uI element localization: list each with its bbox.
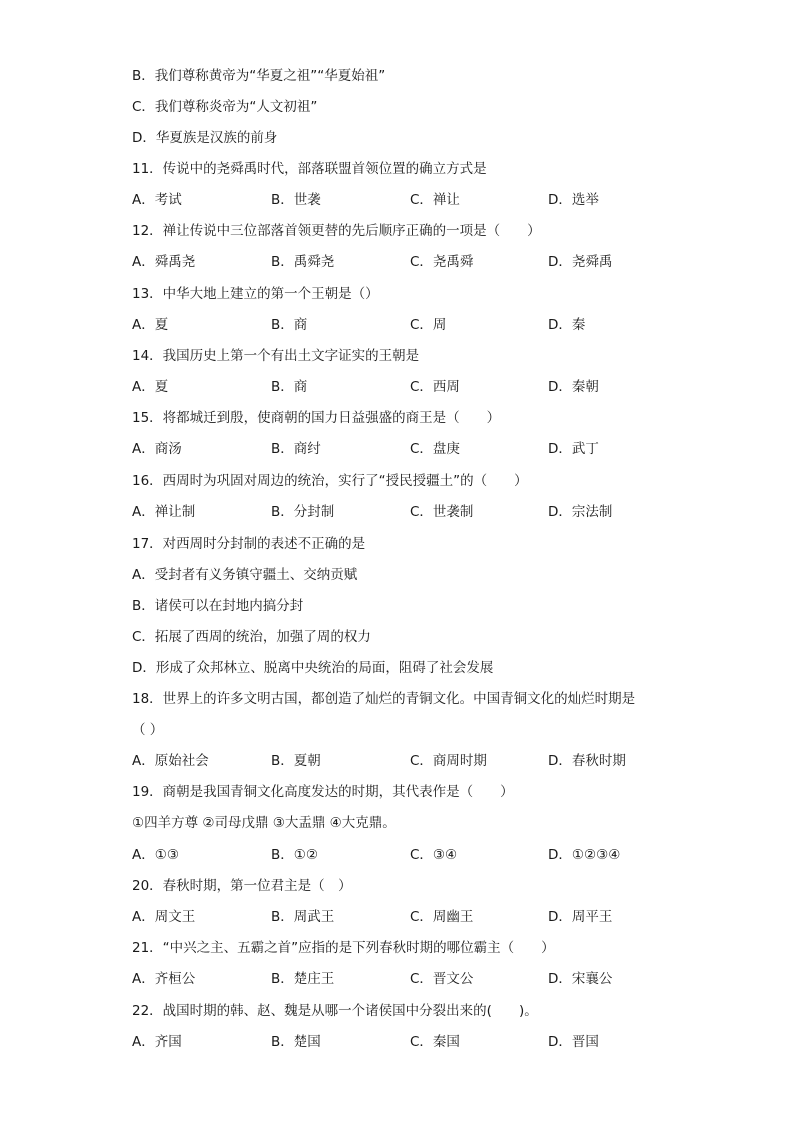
question-22: 22．战国时期的韩、赵、魏是从哪一个诸侯国中分裂出来的( )。 — [132, 1003, 538, 1019]
question-14: 14．我国历史上第一个有出土文字证实的王朝是 — [132, 348, 420, 364]
question-15: 15．将都城迁到殷，使商朝的国力日益强盛的商王是（ ） — [132, 410, 501, 426]
option-c: C．拓展了西周的统治，加强了周的权力 — [132, 629, 371, 645]
question-21: 21．“中兴之主、五霸之首”应指的是下列春秋时期的哪位霸主（ ） — [132, 940, 555, 956]
option-b: B．商 — [271, 379, 308, 395]
option-d-prev: D．华夏族是汉族的前身 — [132, 130, 278, 146]
option-b: B．①② — [271, 847, 318, 863]
option-b: B．商纣 — [271, 441, 321, 457]
options-22 — [0, 1033, 660, 1051]
option-d: D．①②③④ — [548, 847, 621, 863]
option-b: B．诸侯可以在封地内搞分封 — [132, 598, 304, 614]
options-19 — [0, 846, 660, 864]
option-a: A．周文王 — [132, 909, 196, 925]
question-18: 18．世界上的许多文明古国，都创造了灿烂的青铜文化。中国青铜文化的灿烂时期是 — [132, 691, 636, 707]
question-20: 20．春秋时期，第一位君主是（ ） — [132, 878, 352, 894]
option-d: D．秦 — [548, 317, 586, 333]
options-16 — [0, 503, 660, 521]
option-b: B．禹舜尧 — [271, 254, 335, 270]
options-18 — [0, 752, 660, 770]
option-b: B．夏朝 — [271, 753, 321, 769]
options-20 — [0, 908, 660, 926]
option-c-prev: C．我们尊称炎帝为“人文初祖” — [132, 99, 318, 115]
option-b: B．楚庄王 — [271, 971, 335, 987]
option-d: D．形成了众邦林立、脱离中央统治的局面，阻碍了社会发展 — [132, 660, 494, 676]
option-a: A．齐国 — [132, 1034, 182, 1050]
question-13: 13．中华大地上建立的第一个王朝是（） — [132, 286, 379, 302]
option-c: C．秦国 — [410, 1034, 460, 1050]
option-c: C．周 — [410, 317, 447, 333]
question-16: 16．西周时为巩固对周边的统治，实行了“授民授疆土”的（ ） — [132, 473, 528, 489]
options-14 — [0, 378, 660, 396]
question-19-items: ①四羊方尊 ②司母戊鼎 ③大盂鼎 ④大克鼎。 — [132, 815, 396, 831]
option-d: D．武丁 — [548, 441, 599, 457]
question-12: 12．禅让传说中三位部落首领更替的先后顺序正确的一项是（ ） — [132, 223, 541, 239]
options-12 — [0, 253, 660, 271]
option-c: C．世袭制 — [410, 504, 474, 520]
option-c: C．西周 — [410, 379, 460, 395]
option-d: D．尧舜禹 — [548, 254, 613, 270]
option-a: A．受封者有义务镇守疆土、交纳贡赋 — [132, 567, 358, 583]
option-d: D．选举 — [548, 192, 599, 208]
options-11 — [0, 191, 660, 209]
options-21 — [0, 970, 660, 988]
option-c: C．尧禹舜 — [410, 254, 474, 270]
option-c: C．③④ — [410, 847, 458, 863]
option-d: D．宋襄公 — [548, 971, 613, 987]
option-a: A．齐桓公 — [132, 971, 196, 987]
option-b: B．楚国 — [271, 1034, 321, 1050]
option-a: A．①③ — [132, 847, 179, 863]
option-a: A．舜禹尧 — [132, 254, 196, 270]
option-b: B．周武王 — [271, 909, 335, 925]
question-11: 11．传说中的尧舜禹时代，部落联盟首领位置的确立方式是 — [132, 161, 487, 177]
option-b: B．分封制 — [271, 504, 335, 520]
option-d: D．秦朝 — [548, 379, 599, 395]
option-d: D．春秋时期 — [548, 753, 626, 769]
option-d: D．晋国 — [548, 1034, 599, 1050]
option-d: D．宗法制 — [548, 504, 613, 520]
question-19: 19．商朝是我国青铜文化高度发达的时期，其代表作是（ ） — [132, 784, 514, 800]
question-18-blank: （ ） — [132, 722, 164, 738]
option-c: C．晋文公 — [410, 971, 474, 987]
option-b: B．世袭 — [271, 192, 321, 208]
option-a: A．夏 — [132, 379, 169, 395]
option-a: A．夏 — [132, 317, 169, 333]
option-a: A．考试 — [132, 192, 182, 208]
options-13 — [0, 316, 660, 334]
option-a: A．商汤 — [132, 441, 182, 457]
question-17: 17．对西周时分封制的表述不正确的是 — [132, 536, 366, 552]
options-15 — [0, 440, 660, 458]
option-c: C．盘庚 — [410, 441, 460, 457]
option-c: C．周幽王 — [410, 909, 474, 925]
option-a: A．原始社会 — [132, 753, 209, 769]
option-b: B．商 — [271, 317, 308, 333]
option-a: A．禅让制 — [132, 504, 196, 520]
option-d: D．周平王 — [548, 909, 613, 925]
option-b-prev: B．我们尊称黄帝为“华夏之祖”“华夏始祖” — [132, 68, 386, 84]
option-c: C．商周时期 — [410, 753, 487, 769]
option-c: C．禅让 — [410, 192, 460, 208]
